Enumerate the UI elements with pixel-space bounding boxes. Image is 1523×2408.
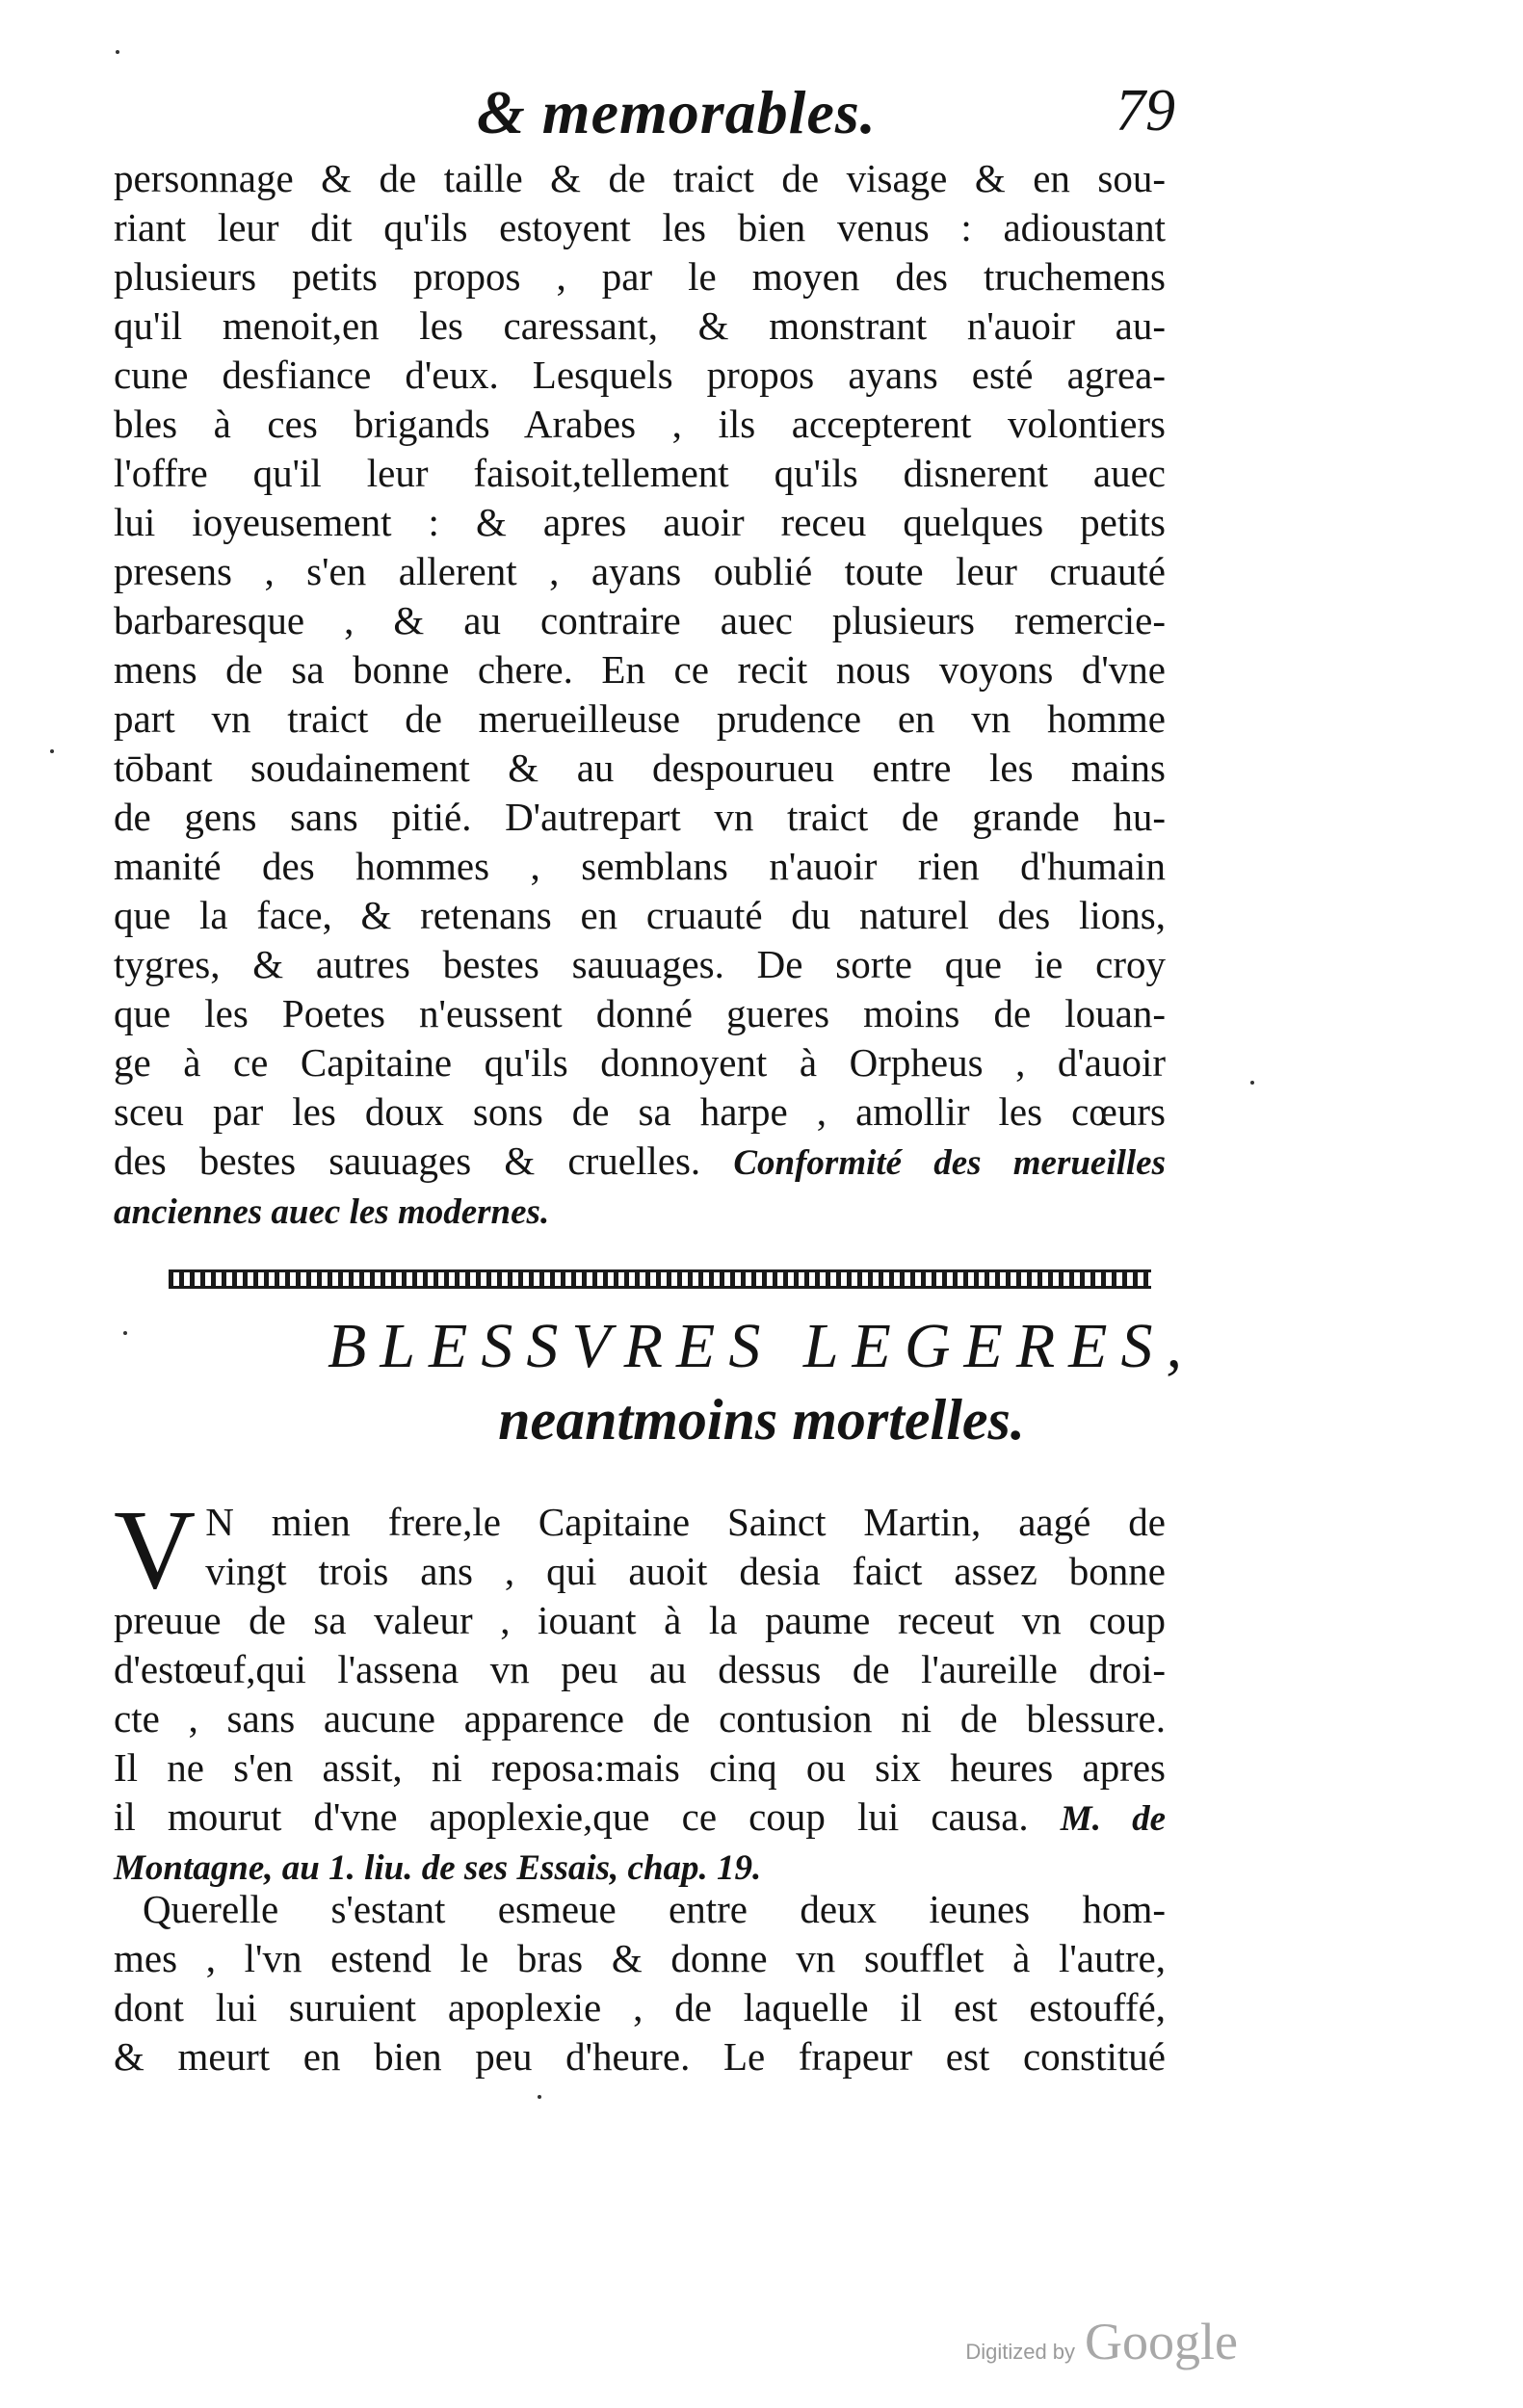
text-line: plusieurs petits propos , par le moyen des truchemens (114, 254, 1166, 299)
text-line: part vn traict de merueilleuse prudence en vn homme (114, 696, 1166, 741)
ink-speck (123, 1331, 127, 1335)
text-line: mes , l'vn estend le bras & donne vn soufflet à l'autre, (114, 1936, 1166, 1980)
text-line: Il ne s'en assit, ni reposa:mais cinq ou six heures apres (114, 1745, 1166, 1790)
text-line: lui ioyeusement : & apres auoir receu quelques petits (114, 500, 1166, 544)
page-header (116, 77, 1175, 154)
text-line: tygres, & autres bestes sauuages. De sorte que ie croy (114, 942, 1166, 986)
text-line: & meurt en bien peu d'heure. Le frapeur est constitué (114, 2034, 1166, 2079)
drop-cap: V (114, 1486, 197, 1612)
text-line: vingt trois ans , qui auoit desia faict assez bonne (205, 1549, 1166, 1593)
text-line: qu'il menoit,en les caressant, & monstrant n'auoir au- (114, 303, 1166, 348)
section-subtitle: neantmoins mortelles. (498, 1388, 1025, 1452)
digitization-watermark (965, 2312, 1238, 2371)
text-line-with-citation (114, 1793, 1166, 1844)
text-line: cune desfiance d'eux. Lesquels propos ayans esté agrea- (114, 353, 1166, 397)
continued-paragraph (114, 154, 1166, 1237)
text-fragment: des bestes sauuages & cruelles. (114, 1139, 701, 1183)
running-title: & memorables. (477, 78, 877, 146)
marginal-note: anciennes auec les modernes. (114, 1192, 550, 1232)
ink-speck (538, 2095, 541, 2099)
text-line: ge à ce Capitaine qu'ils donnoyent à Orpheus , d'auoir (114, 1040, 1166, 1085)
text-line: bles à ces brigands Arabes , ils accepterent volontiers (114, 402, 1166, 446)
page-number: 79 (1116, 78, 1175, 144)
ink-speck (50, 749, 54, 753)
text-line: de gens sans pitié. D'autrepart vn traict de grande hu- (114, 795, 1166, 839)
text-line: tōbant soudainement & au despourueu entre les mains (114, 746, 1166, 790)
text-line: Querelle s'estant esmeue entre deux ieunes hom- (143, 1887, 1166, 1931)
google-logo: Google (1085, 2313, 1238, 2370)
paragraph-querelle (114, 1885, 1166, 2081)
marginal-note: Conformité des merueilles (733, 1143, 1167, 1183)
digitized-by-label: Digitized by (965, 2340, 1076, 2364)
text-line: que les Poetes n'eussent donné gueres moins de louan- (114, 991, 1166, 1035)
text-line: presens , s'en allerent , ayans oublié toute leur cruauté (114, 549, 1166, 593)
text-line: mens de sa bonne chere. En ce recit nous voyons d'vne (114, 647, 1166, 692)
ink-speck (1250, 1081, 1254, 1085)
text-line: l'offre qu'il leur faisoit,tellement qu'ils disnerent auec (114, 451, 1166, 495)
text-fragment: il mourut d'vne apoplexie,que ce coup lui causa. (114, 1794, 1029, 1839)
text-line: d'estœuf,qui l'assena vn peu au dessus de l'aureille droi- (114, 1647, 1166, 1691)
text-line-with-note (114, 1137, 1166, 1188)
text-line: N mien frere,le Capitaine Sainct Martin, aagé de (205, 1500, 1166, 1544)
ornamental-divider (169, 1269, 1151, 1289)
citation: Montagne, au 1. liu. de ses Essais, chap. 19. (114, 1848, 762, 1888)
text-line: que la face, & retenans en cruauté du naturel des lions, (114, 893, 1166, 937)
text-line: preuue de sa valeur , iouant à la paume receut vn coup (114, 1598, 1166, 1642)
ink-speck (116, 50, 119, 54)
paragraph-saint-martin (114, 1486, 1166, 1893)
text-line: dont lui suruient apoplexie , de laquelle il est estouffé, (114, 1985, 1166, 2029)
text-line: riant leur dit qu'ils estoyent les bien venus : adioustant (114, 205, 1166, 249)
text-line: manité des hommes , semblans n'auoir rien d'humain (114, 844, 1166, 888)
section-title: BLESSVRES LEGERES, (328, 1311, 1195, 1381)
text-line: sceu par les doux sons de sa harpe , amollir les cœurs (114, 1089, 1166, 1134)
text-line: barbaresque , & au contraire auec plusieurs remercie- (114, 598, 1166, 642)
text-line: personnage & de taille & de traict de visage & en sou- (114, 156, 1166, 200)
citation: M. de (1060, 1799, 1166, 1839)
text-line: cte , sans aucune apparence de contusion ni de blessure. (114, 1696, 1166, 1741)
